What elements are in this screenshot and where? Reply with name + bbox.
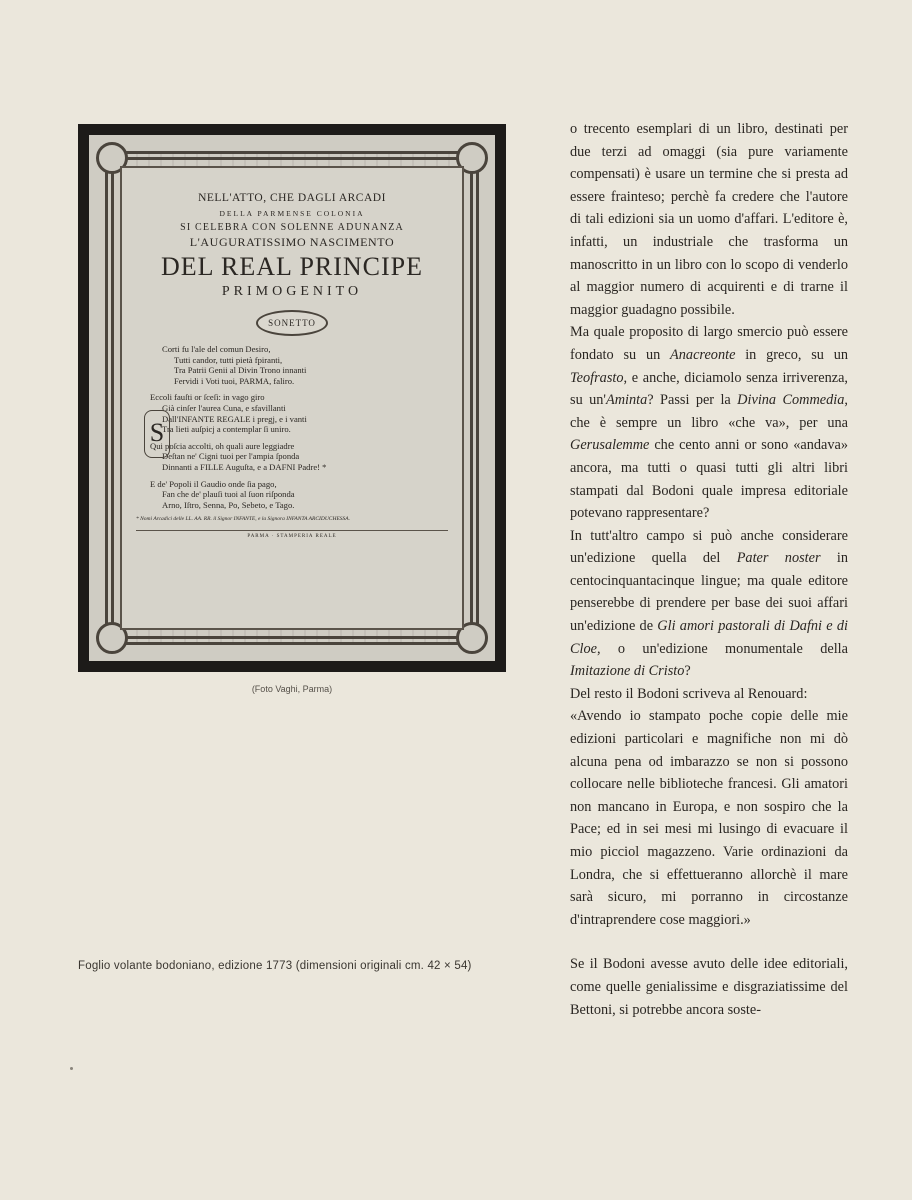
- broadside-sheet: [89, 135, 495, 661]
- broadside-imprint: PARMA · STAMPERIA REALE: [136, 530, 448, 539]
- verse-line: Fervidi i Voti tuoi, PARMA, faliro.: [174, 375, 295, 386]
- drop-cap: S: [144, 410, 170, 458]
- text-run: In tutt'altro campo si può anche considerare un'edizione quella del: [570, 527, 848, 567]
- title-italic: Aminta: [605, 392, 648, 409]
- verse-line: Tra lieti auſpicj a contemplar ſi uniro.: [162, 424, 291, 435]
- text-run: che cento anni or sono «andava» ancora, ma tutti o quasi tutti gli altri libri stampati dal Bodoni quale impresa editoriale potevano rappresentare?: [570, 437, 848, 522]
- verse-line: Eccoli fauſti or ſceſi: in vago giro: [150, 392, 265, 403]
- broadside-content: [120, 166, 464, 630]
- stanza: [136, 479, 448, 511]
- paragraph: o trecento esemplari di un libro, destinati per due terzi ad omaggi (sia pure variamente compensati) è usare un termine che si presta ad essere frainteso; perchè fa credere che l'autore di tali edizioni sia un uomo d'affari. L'editore è, infatti, un industriale che trasforma un manoscritto in un libro con lo scopo di venderlo al maggior numero di acquirenti e di trarne il maggior guadagno possibile.: [570, 121, 848, 318]
- verse-line: Tutti candor, tutti pietà fpiranti,: [174, 354, 283, 365]
- text-run: , e anche, diciamolo senza irriverenza, su un': [570, 369, 848, 409]
- text-run: Ma quale proposito di largo smercio può essere fondato su un: [570, 324, 848, 363]
- verse-line: Corti fu l'ale del comun Desiro,: [162, 344, 271, 354]
- paragraph: [570, 321, 848, 524]
- quotation: «Avendo io stampato poche copie delle mie edizioni particolari e magnifiche non mi dò alcuna pena od imbarazzo se non si possono collocare nelle biblioteche francesi. Gli amatori non mancano in Europa, e non sospiro che la Pace; ed in sei mesi mi lusingo di evacuare il mio picciol magazzeno. Varie ordinazioni da Londra, che si effettueranno allorchè il mare sarà sicuro, mi porranno in circostanze d'intraprendere cose maggiori.»: [570, 708, 848, 928]
- title-italic: Divina Commedia: [737, 392, 845, 409]
- paragraph: Del resto il Bodoni scriveva al Renouard:: [570, 685, 808, 702]
- title-italic: Imitazione di Cristo: [570, 663, 685, 680]
- text-run: in greco, su un: [735, 346, 849, 363]
- text-run: ?: [684, 663, 691, 680]
- verse-line: Dinnanti a FILLE Auguſta, e a DAFNI Padre! *: [162, 461, 327, 472]
- verse-line: Tra Patrii Genii al Divin Trono innanti: [174, 365, 307, 376]
- verse-line: Fan che de' plauſi tuoi al ſuon riſponda: [162, 489, 295, 500]
- text-run: in centocinquantacinque lingue; ma quale editore penserebbe di prendere per base dei suoi affari un'edizione de: [570, 550, 848, 635]
- verse-line: Arno, Iſtro, Senna, Po, Sebeto, e Tago.: [162, 499, 295, 510]
- stanza: [136, 392, 448, 434]
- verse-line: Qui poſcia accolti, oh quali aure leggiadre: [150, 440, 295, 451]
- sonetto-cartouche: SONETTO: [256, 310, 328, 336]
- title-italic: Gli amori pastorali di Dafni e di Cloe: [570, 618, 848, 657]
- ornamental-border: [105, 151, 479, 645]
- broadside-plate: [78, 124, 506, 672]
- verse-line: Dall'INFANTE REGALE i pregj, e i vanti: [162, 413, 307, 424]
- photo-credit: (Foto Vaghi, Parma): [251, 684, 333, 694]
- broadside-line: SI CELEBRA CON SOLENNE ADUNANZA: [180, 222, 404, 233]
- sonnet: [136, 344, 448, 510]
- title-italic: Pater noster: [736, 550, 821, 567]
- stanza: [136, 344, 448, 386]
- figure-caption: Foglio volante bodoniano, edizione 1773 (dimensioni originali cm. 42 × 54): [78, 960, 472, 972]
- text-column: [570, 118, 848, 1021]
- broadside-line: NELL'ATTO, CHE DAGLI ARCADI: [198, 192, 386, 204]
- broadside-line: DELLA PARMENSE COLONIA: [219, 209, 365, 218]
- text-run: , che è sempre un libro «che va», per una: [570, 392, 848, 431]
- paper-speck: [70, 1067, 73, 1070]
- broadside-line: L'AUGURATISSIMO NASCIMENTO: [189, 235, 395, 249]
- verse-line: Deſtan ne' Cigni tuoi per l'ampia ſponda: [162, 451, 300, 462]
- verse-line: E de' Popoli il Gaudio onde ſia pago,: [150, 478, 277, 489]
- text-run: ? Passi per la: [647, 392, 738, 409]
- broadside-footnote: * Nomi Arcadici delle LL. AA. RR. il Signor INFANTE, e la Signora INFANTA ARCIDUCHESSA.: [136, 516, 351, 523]
- title-italic: Anacreonte: [670, 346, 736, 363]
- stanza: [136, 441, 448, 473]
- title-italic: Gerusalemme: [570, 437, 650, 454]
- verse-line: Già cinſer l'aurea Cuna, e sfavillanti: [162, 402, 286, 413]
- broadside-headline: DEL REAL PRINCIPE: [160, 252, 424, 281]
- paragraph: Se il Bodoni avesse avuto delle idee editoriali, come quelle genialissime e disgraziatissime del Bettoni, si potrebbe ancora soste-: [570, 956, 848, 1018]
- broadside-line: PRIMOGENITO: [221, 284, 363, 299]
- title-italic: Teofrasto: [570, 369, 624, 386]
- text-run: , o un'edizione monumentale della: [597, 640, 848, 657]
- paragraph: [570, 525, 848, 683]
